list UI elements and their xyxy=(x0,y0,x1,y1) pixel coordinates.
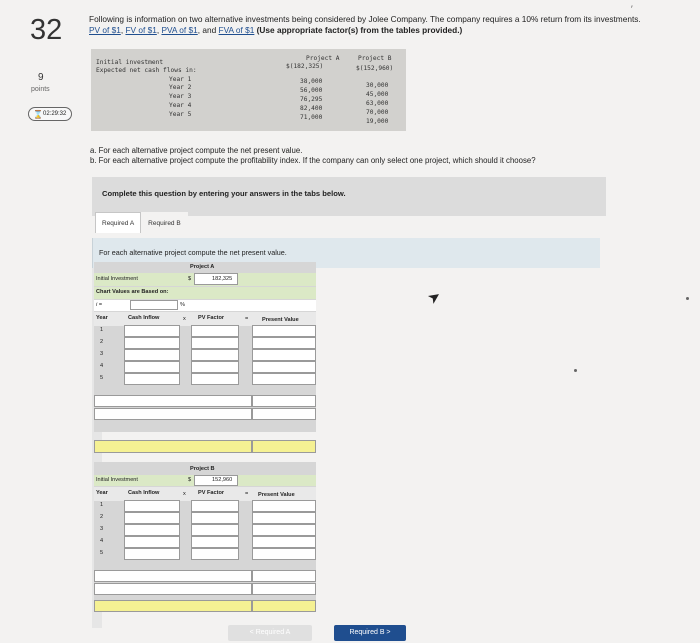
project-a-cash-input-5[interactable] xyxy=(124,373,180,385)
link-fva-1[interactable]: FVA of $1 xyxy=(218,25,255,35)
project-a-present-input-5[interactable] xyxy=(252,373,316,385)
project-a-cash-input-2[interactable] xyxy=(124,337,180,349)
b-year-4: 70,000 xyxy=(366,109,389,116)
link-pva-1[interactable]: PVA of $1 xyxy=(161,25,198,35)
project-b-present-input-5[interactable] xyxy=(252,548,316,560)
project-a-col-year: Year xyxy=(96,315,108,321)
project-a-present-input-4[interactable] xyxy=(252,361,316,373)
project-a-pv-input-1[interactable] xyxy=(191,325,239,337)
year-1: Year 1 xyxy=(169,76,192,83)
project-b-col-year: Year xyxy=(96,490,108,496)
project-a-npv-label-input[interactable] xyxy=(94,440,252,453)
project-a-percent: % xyxy=(180,302,185,308)
a-year-5: 71,000 xyxy=(300,114,323,121)
next-required-b-button[interactable]: Required B > xyxy=(334,625,406,641)
project-a-title: Project A xyxy=(190,264,215,270)
subheading-text: For each alternative project compute the net present value. xyxy=(99,248,287,257)
project-b-less-input[interactable] xyxy=(252,583,316,595)
project-b-cash-input-1[interactable] xyxy=(124,500,180,512)
col-project-a: Project A xyxy=(306,55,340,62)
project-a-pv-input-2[interactable] xyxy=(191,337,239,349)
project-b-year-4: 4 xyxy=(100,538,104,544)
tab-required-b[interactable]: Required B xyxy=(141,212,188,233)
label-initial: Initial investment xyxy=(96,59,164,66)
initial-a: $(182,325) xyxy=(286,63,324,70)
project-b-total-label-input[interactable] xyxy=(94,570,252,582)
project-a-pv-input-4[interactable] xyxy=(191,361,239,373)
project-a-year-5: 5 xyxy=(100,375,104,381)
project-b-less-label-input[interactable] xyxy=(94,583,252,595)
project-b-initial-label: Initial Investment xyxy=(96,477,138,483)
project-a-cash-input-4[interactable] xyxy=(124,361,180,373)
year-5: Year 5 xyxy=(169,111,192,118)
project-b-present-input-2[interactable] xyxy=(252,512,316,524)
project-a-pv-input-5[interactable] xyxy=(191,373,239,385)
project-a-rate-input[interactable] xyxy=(130,300,178,310)
intro-bold: (Use appropriate factor(s) from the tables provided.) xyxy=(256,25,463,35)
project-a-equals: = xyxy=(245,316,249,322)
project-a-i-row xyxy=(94,300,316,311)
intro-text: Following is information on two alternative investments being considered by Jolee Company. The company requires a 10% return from its investments. xyxy=(89,14,641,24)
project-a-year-2: 2 xyxy=(100,339,104,345)
project-a-chart-label: Chart Values are Based on: xyxy=(96,289,169,295)
project-b-year-1: 1 xyxy=(100,502,104,508)
project-b-pv-input-5[interactable] xyxy=(191,548,239,560)
points-value: 9 xyxy=(38,72,44,83)
project-b-pv-input-2[interactable] xyxy=(191,512,239,524)
project-b-col-present: Present Value xyxy=(258,492,295,498)
project-b-pv-input-3[interactable] xyxy=(191,524,239,536)
a-year-4: 82,400 xyxy=(300,105,323,112)
project-b-npv-label-input[interactable] xyxy=(94,600,252,612)
task-a: a. For each alternative project compute the net present value. xyxy=(90,146,303,155)
col-project-b: Project B xyxy=(358,55,392,62)
project-a-year-4: 4 xyxy=(100,363,104,369)
project-a-cash-input-1[interactable] xyxy=(124,325,180,337)
instruction-bar xyxy=(92,177,606,216)
project-a-i-label: i = xyxy=(96,302,103,308)
project-a-present-input-2[interactable] xyxy=(252,337,316,349)
project-b-equals: = xyxy=(245,491,249,497)
project-a-less-input[interactable] xyxy=(252,408,316,420)
project-b-present-input-1[interactable] xyxy=(252,500,316,512)
project-b-pv-input-1[interactable] xyxy=(191,500,239,512)
project-a-initial-value: 182,325 xyxy=(212,276,233,282)
question-intro: Following is information on two alternative investments being considered by Jolee Company. The company requires a 10% return from its investments. PV of $1, FV of $1, PVA of $1, and FVA of $1 (Use appropriate factor(s) from the tables provided.) xyxy=(89,14,641,35)
project-b-total-input[interactable] xyxy=(252,570,316,582)
project-a-present-input-3[interactable] xyxy=(252,349,316,361)
project-b-present-input-4[interactable] xyxy=(252,536,316,548)
mouse-cursor-icon: ➤ xyxy=(424,286,445,308)
b-year-2: 45,000 xyxy=(366,91,389,98)
project-a-less-label-input[interactable] xyxy=(94,408,252,420)
project-b-times: x xyxy=(183,491,186,497)
project-a-col-cash: Cash Inflow xyxy=(128,315,160,321)
given-data-table xyxy=(91,49,406,131)
project-b-year-3: 3 xyxy=(100,526,104,532)
year-4: Year 4 xyxy=(169,102,192,109)
project-a-npv-input[interactable] xyxy=(252,440,316,453)
project-b-cash-input-3[interactable] xyxy=(124,524,180,536)
project-a-pv-input-3[interactable] xyxy=(191,349,239,361)
instruction-text: Complete this question by entering your answers in the tabs below. xyxy=(102,189,346,198)
dot-mark xyxy=(686,297,689,300)
year-2: Year 2 xyxy=(169,84,192,91)
b-year-1: 30,000 xyxy=(366,82,389,89)
project-b-present-input-3[interactable] xyxy=(252,524,316,536)
project-b-cash-input-5[interactable] xyxy=(124,548,180,560)
link-fv-1[interactable]: FV of $1 xyxy=(125,25,157,35)
timer-value: 02:29:32 xyxy=(43,111,67,117)
points-label: points xyxy=(31,86,50,93)
project-a-col-present: Present Value xyxy=(262,317,299,323)
project-a-times: x xyxy=(183,316,186,322)
project-b-cash-input-2[interactable] xyxy=(124,512,180,524)
b-year-3: 63,000 xyxy=(366,100,389,107)
tab-bar xyxy=(95,212,188,233)
prev-required-a-button[interactable]: < Required A xyxy=(228,625,312,641)
project-a-col-pv: PV Factor xyxy=(198,315,225,321)
project-a-present-input-1[interactable] xyxy=(252,325,316,337)
task-b: b. For each alternative project compute the profitability index. If the company can only select one project, which should it choose? xyxy=(90,156,536,165)
year-3: Year 3 xyxy=(169,93,192,100)
intro-and: and xyxy=(202,25,217,35)
dot-mark xyxy=(574,369,577,372)
a-year-3: 76,295 xyxy=(300,96,323,103)
project-b-col-cash: Cash Inflow xyxy=(128,490,160,496)
timer xyxy=(28,107,72,121)
project-b-year-5: 5 xyxy=(100,550,104,556)
pencil-mark-icon: ′ xyxy=(631,4,633,14)
project-a-year-3: 3 xyxy=(100,351,104,357)
initial-b: $(152,960) xyxy=(356,65,394,72)
project-b-cash-input-4[interactable] xyxy=(124,536,180,548)
project-a-total-label-input[interactable] xyxy=(94,395,252,407)
project-b-title: Project B xyxy=(190,466,215,472)
link-pv-1[interactable]: PV of $1 xyxy=(89,25,121,35)
project-b-dollar: $ xyxy=(188,477,192,483)
task-list xyxy=(90,146,536,166)
hourglass-icon: ⌛ xyxy=(33,110,43,119)
project-a-total-input[interactable] xyxy=(252,395,316,407)
project-a-year-1: 1 xyxy=(100,327,104,333)
project-b-year-2: 2 xyxy=(100,514,104,520)
project-b-pv-input-4[interactable] xyxy=(191,536,239,548)
project-a-cash-input-3[interactable] xyxy=(124,349,180,361)
question-number: 32 xyxy=(30,14,63,46)
label-cash: Expected net cash flows in: xyxy=(96,67,197,74)
project-b-initial-value: 152,960 xyxy=(212,477,233,483)
project-a-dollar: $ xyxy=(188,276,192,282)
tab-required-a[interactable]: Required A xyxy=(95,212,141,233)
project-b-col-pv: PV Factor xyxy=(198,490,225,496)
a-year-1: 38,000 xyxy=(300,78,323,85)
b-year-5: 19,000 xyxy=(366,118,389,125)
project-b-npv-input[interactable] xyxy=(252,600,316,612)
a-year-2: 56,000 xyxy=(300,87,323,94)
project-a-initial-label: Initial Investment xyxy=(96,276,138,282)
